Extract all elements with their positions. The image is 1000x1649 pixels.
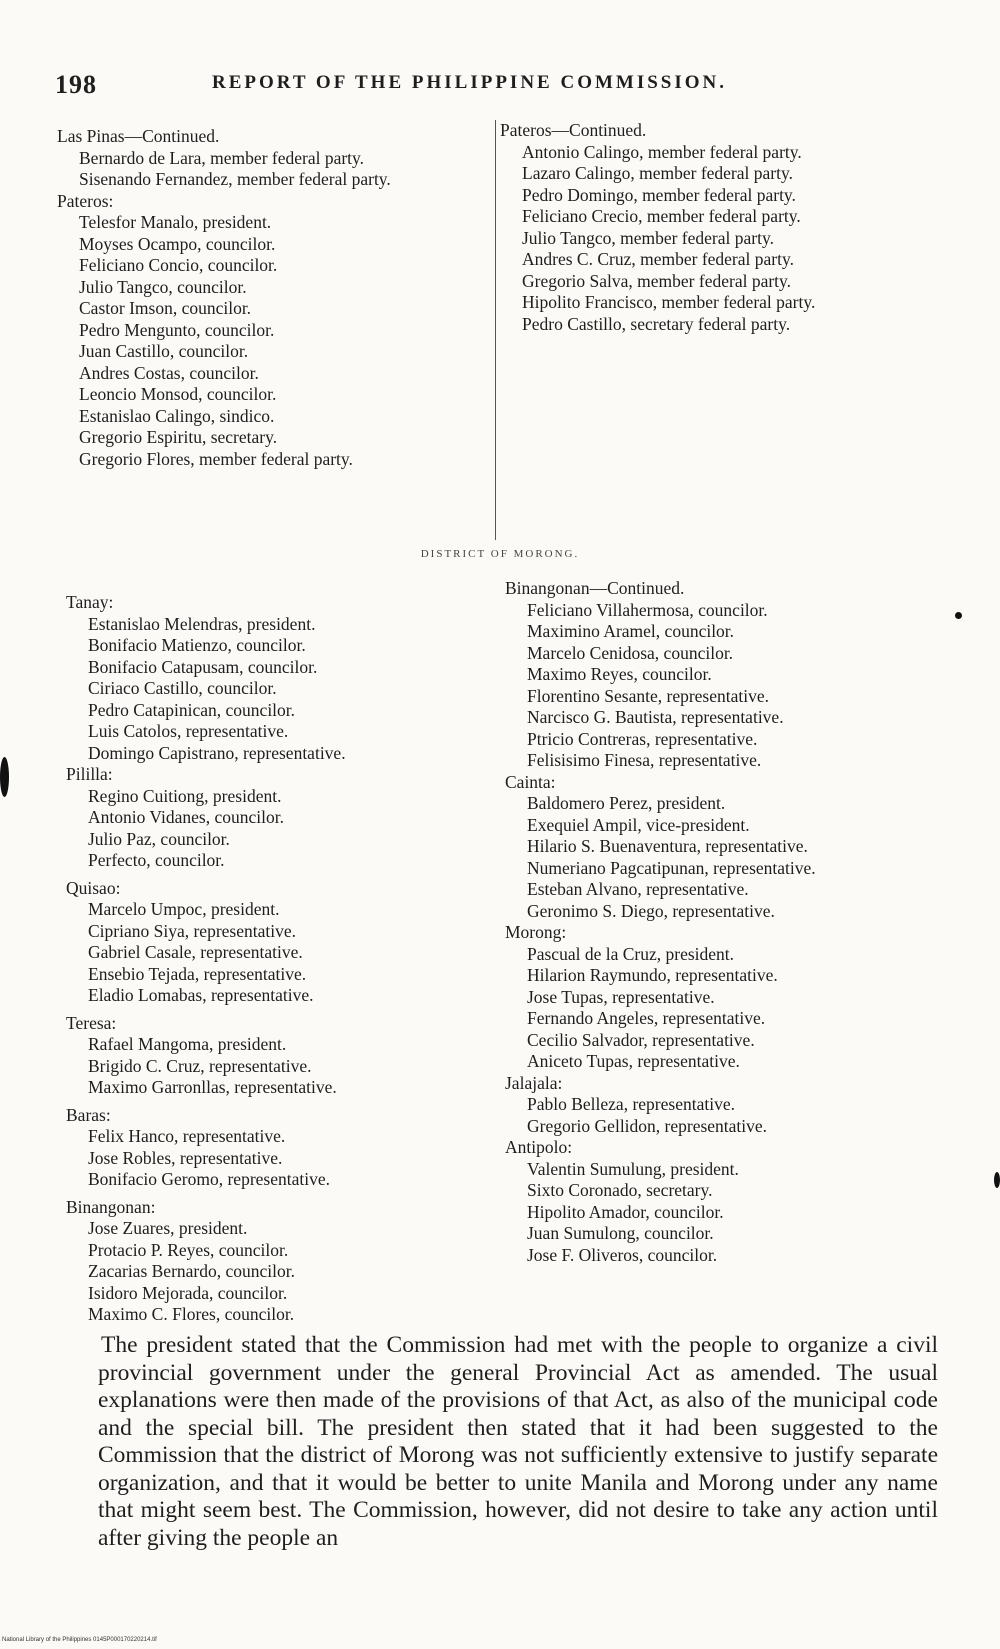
official-entry: Cecilio Salvador, representative. [527,1029,755,1050]
official-entry: Regino Cuitiong, president. [88,785,282,806]
official-entry: Jose Zuares, president. [88,1218,248,1238]
official-entry: Hipolito Francisco, member federal party. [522,292,816,312]
official-entry: Hipolito Amador, councilor. [527,1201,724,1222]
official-entry: Felix Hanco, representative. [88,1126,286,1146]
official-entry: Gregorio Salva, member federal party. [522,270,792,291]
official-entry: Brigido C. Cruz, representative. [88,1055,312,1076]
municipality-heading: Pililla: [66,764,113,784]
official-entry: Sixto Coronado, secretary. [527,1180,713,1200]
official-entry: Felisisimo Finesa, representative. [527,750,762,770]
municipality-heading: Pateros—Continued. [500,120,647,140]
official-entry: Aniceto Tupas, representative. [527,1051,740,1071]
official-entry: Exequiel Ampil, vice-president. [527,814,750,835]
municipality-heading: Baras: [66,1104,111,1125]
official-entry: Pedro Catapinican, councilor. [88,699,296,720]
official-entry: Geronimo S. Diego, representative. [527,900,775,921]
scan-mark-left [0,757,9,797]
roster-column-top-right [500,120,930,335]
official-entry: Maximo C. Flores, councilor. [88,1304,295,1324]
official-entry: Pablo Belleza, representative. [527,1094,735,1114]
official-entry: Rafael Mangoma, president. [88,1034,287,1054]
municipality-heading: Binangonan: [66,1196,156,1217]
official-entry: Feliciano Crecio, member federal party. [522,206,801,226]
municipality-heading: Teresa: [66,1012,117,1033]
official-entry: Cipriano Siya, representative. [88,920,296,941]
official-entry: Pedro Mengunto, councilor. [79,319,275,340]
official-entry: Andres Costas, councilor. [79,362,259,383]
official-entry: Telesfor Manalo, president. [79,212,272,232]
municipality-heading: Tanay: [66,592,114,612]
column-divider [495,120,496,540]
official-entry: Lazaro Calingo, member federal party. [522,163,793,183]
official-entry: Esteban Alvano, representative. [527,879,749,899]
municipality-heading: Las Pinas—Continued. [57,126,220,146]
official-entry: Pedro Castillo, secretary federal party. [522,313,791,334]
municipality-heading: Morong: [505,922,567,942]
scan-mark-right-dot [955,612,962,619]
official-entry: Jose Robles, representative. [88,1147,283,1168]
official-entry: Maximo Garronllas, representative. [88,1077,337,1097]
official-entry: Ptricio Contreras, representative. [527,728,758,749]
official-entry: Narcisco G. Bautista, representative. [527,707,784,727]
district-heading: DISTRICT OF MORONG. [420,548,580,560]
official-entry: Julio Tangco, member federal party. [522,227,774,248]
official-entry: Estanislao Calingo, sindico. [79,405,275,426]
official-entry: Bernardo de Lara, member federal party. [79,147,365,168]
official-entry: Valentin Sumulung, president. [527,1158,739,1179]
official-entry: Estanislao Melendras, president. [88,613,316,634]
official-entry: Jose F. Oliveros, councilor. [527,1244,718,1265]
official-entry: Gregorio Espiritu, secretary. [79,427,278,447]
official-entry: Baldomero Perez, president. [527,793,726,813]
municipality-heading: Binangonan—Continued. [505,578,685,598]
official-entry: Juan Castillo, councilor. [79,341,249,361]
official-entry: Leoncio Monsod, councilor. [79,384,277,404]
official-entry: Isidoro Mejorada, councilor. [88,1282,288,1303]
official-entry: Marcelo Cenidosa, councilor. [527,642,734,663]
page-header [0,70,1000,110]
municipality-heading: Quisao: [66,877,121,898]
page-number: 198 [55,70,97,99]
official-entry: Ensebio Tejada, representative. [88,963,307,984]
official-entry: Domingo Capistrano, representative. [88,742,346,763]
official-entry: Julio Tangco, councilor. [79,276,247,297]
official-entry: Julio Paz, councilor. [88,828,230,849]
official-entry: Antonio Calingo, member federal party. [522,141,802,162]
official-entry: Hilarion Raymundo, representative. [527,965,778,985]
official-entry: Moyses Ocampo, councilor. [79,233,276,254]
official-entry: Gregorio Flores, member federal party. [79,448,353,469]
official-entry: Gregorio Gellidon, representative. [527,1115,768,1136]
official-entry: Pedro Domingo, member federal party. [522,184,796,205]
official-entry: Zacarias Bernardo, councilor. [88,1261,295,1281]
official-entry: Maximino Aramel, councilor. [527,621,735,641]
official-entry: Feliciano Villahermosa, councilor. [527,599,768,620]
official-entry: Pascual de la Cruz, president. [527,943,735,964]
official-entry: Juan Sumulong, councilor. [527,1223,714,1243]
running-head: REPORT OF THE PHILIPPINE COMMISSION. [212,72,728,93]
official-entry: Ciriaco Castillo, councilor. [88,678,277,698]
official-entry: Antonio Vidanes, councilor. [88,807,284,827]
scan-mark-right [994,1172,1000,1188]
official-entry: Bonifacio Geromo, representative. [88,1169,330,1189]
official-entry: Florentino Sesante, representative. [527,685,770,706]
roster-column-bottom-left [66,592,486,1326]
official-entry: Protacio P. Reyes, councilor. [88,1239,289,1260]
official-entry: Bonifacio Matienzo, councilor. [88,635,306,655]
municipality-heading: Jalajala: [505,1072,563,1093]
official-entry: Sisenando Fernandez, member federal party. [79,169,391,189]
official-entry: Castor Imson, councilor. [79,298,252,318]
official-entry: Luis Catolos, representative. [88,721,289,741]
roster-column-bottom-right [505,578,935,1266]
official-entry: Marcelo Umpoc, president. [88,899,280,919]
roster-column-top-left [57,126,477,470]
scan-footer: National Library of the Philippines 0145P000170220214.tif [2,1637,157,1643]
municipality-heading: Pateros: [57,190,114,211]
official-entry: Hilario S. Buenaventura, representative. [527,836,808,856]
official-entry: Bonifacio Catapusam, councilor. [88,656,318,677]
official-entry: Feliciano Concio, councilor. [79,255,278,275]
official-entry: Maximo Reyes, councilor. [527,664,712,684]
official-entry: Gabriel Casale, representative. [88,942,303,962]
body-paragraph: The president stated that the Commission had met with the people to organize a civil provincial government under the general Provincial Act as amended. The usual explanations were then made of the provisions of that Act, as also of the municipal code and the special bill. The president then stated that it had been suggested to the Commission that the district of Morong was not sufficiently extensive to justify separate organization, and that it would be better to unite Manila and Morong under any name that might seem best. The Commission, however, did not desire to take any action until after giving the people an [98,1332,938,1551]
municipality-heading: Cainta: [505,771,556,792]
official-entry: Perfecto, councilor. [88,850,225,870]
official-entry: Eladio Lomabas, representative. [88,985,314,1005]
official-entry: Fernando Angeles, representative. [527,1008,766,1028]
municipality-heading: Antipolo: [505,1137,573,1157]
official-entry: Andres C. Cruz, member federal party. [522,249,794,269]
official-entry: Jose Tupas, representative. [527,986,715,1007]
official-entry: Numeriano Pagcatipunan, representative. [527,857,816,878]
